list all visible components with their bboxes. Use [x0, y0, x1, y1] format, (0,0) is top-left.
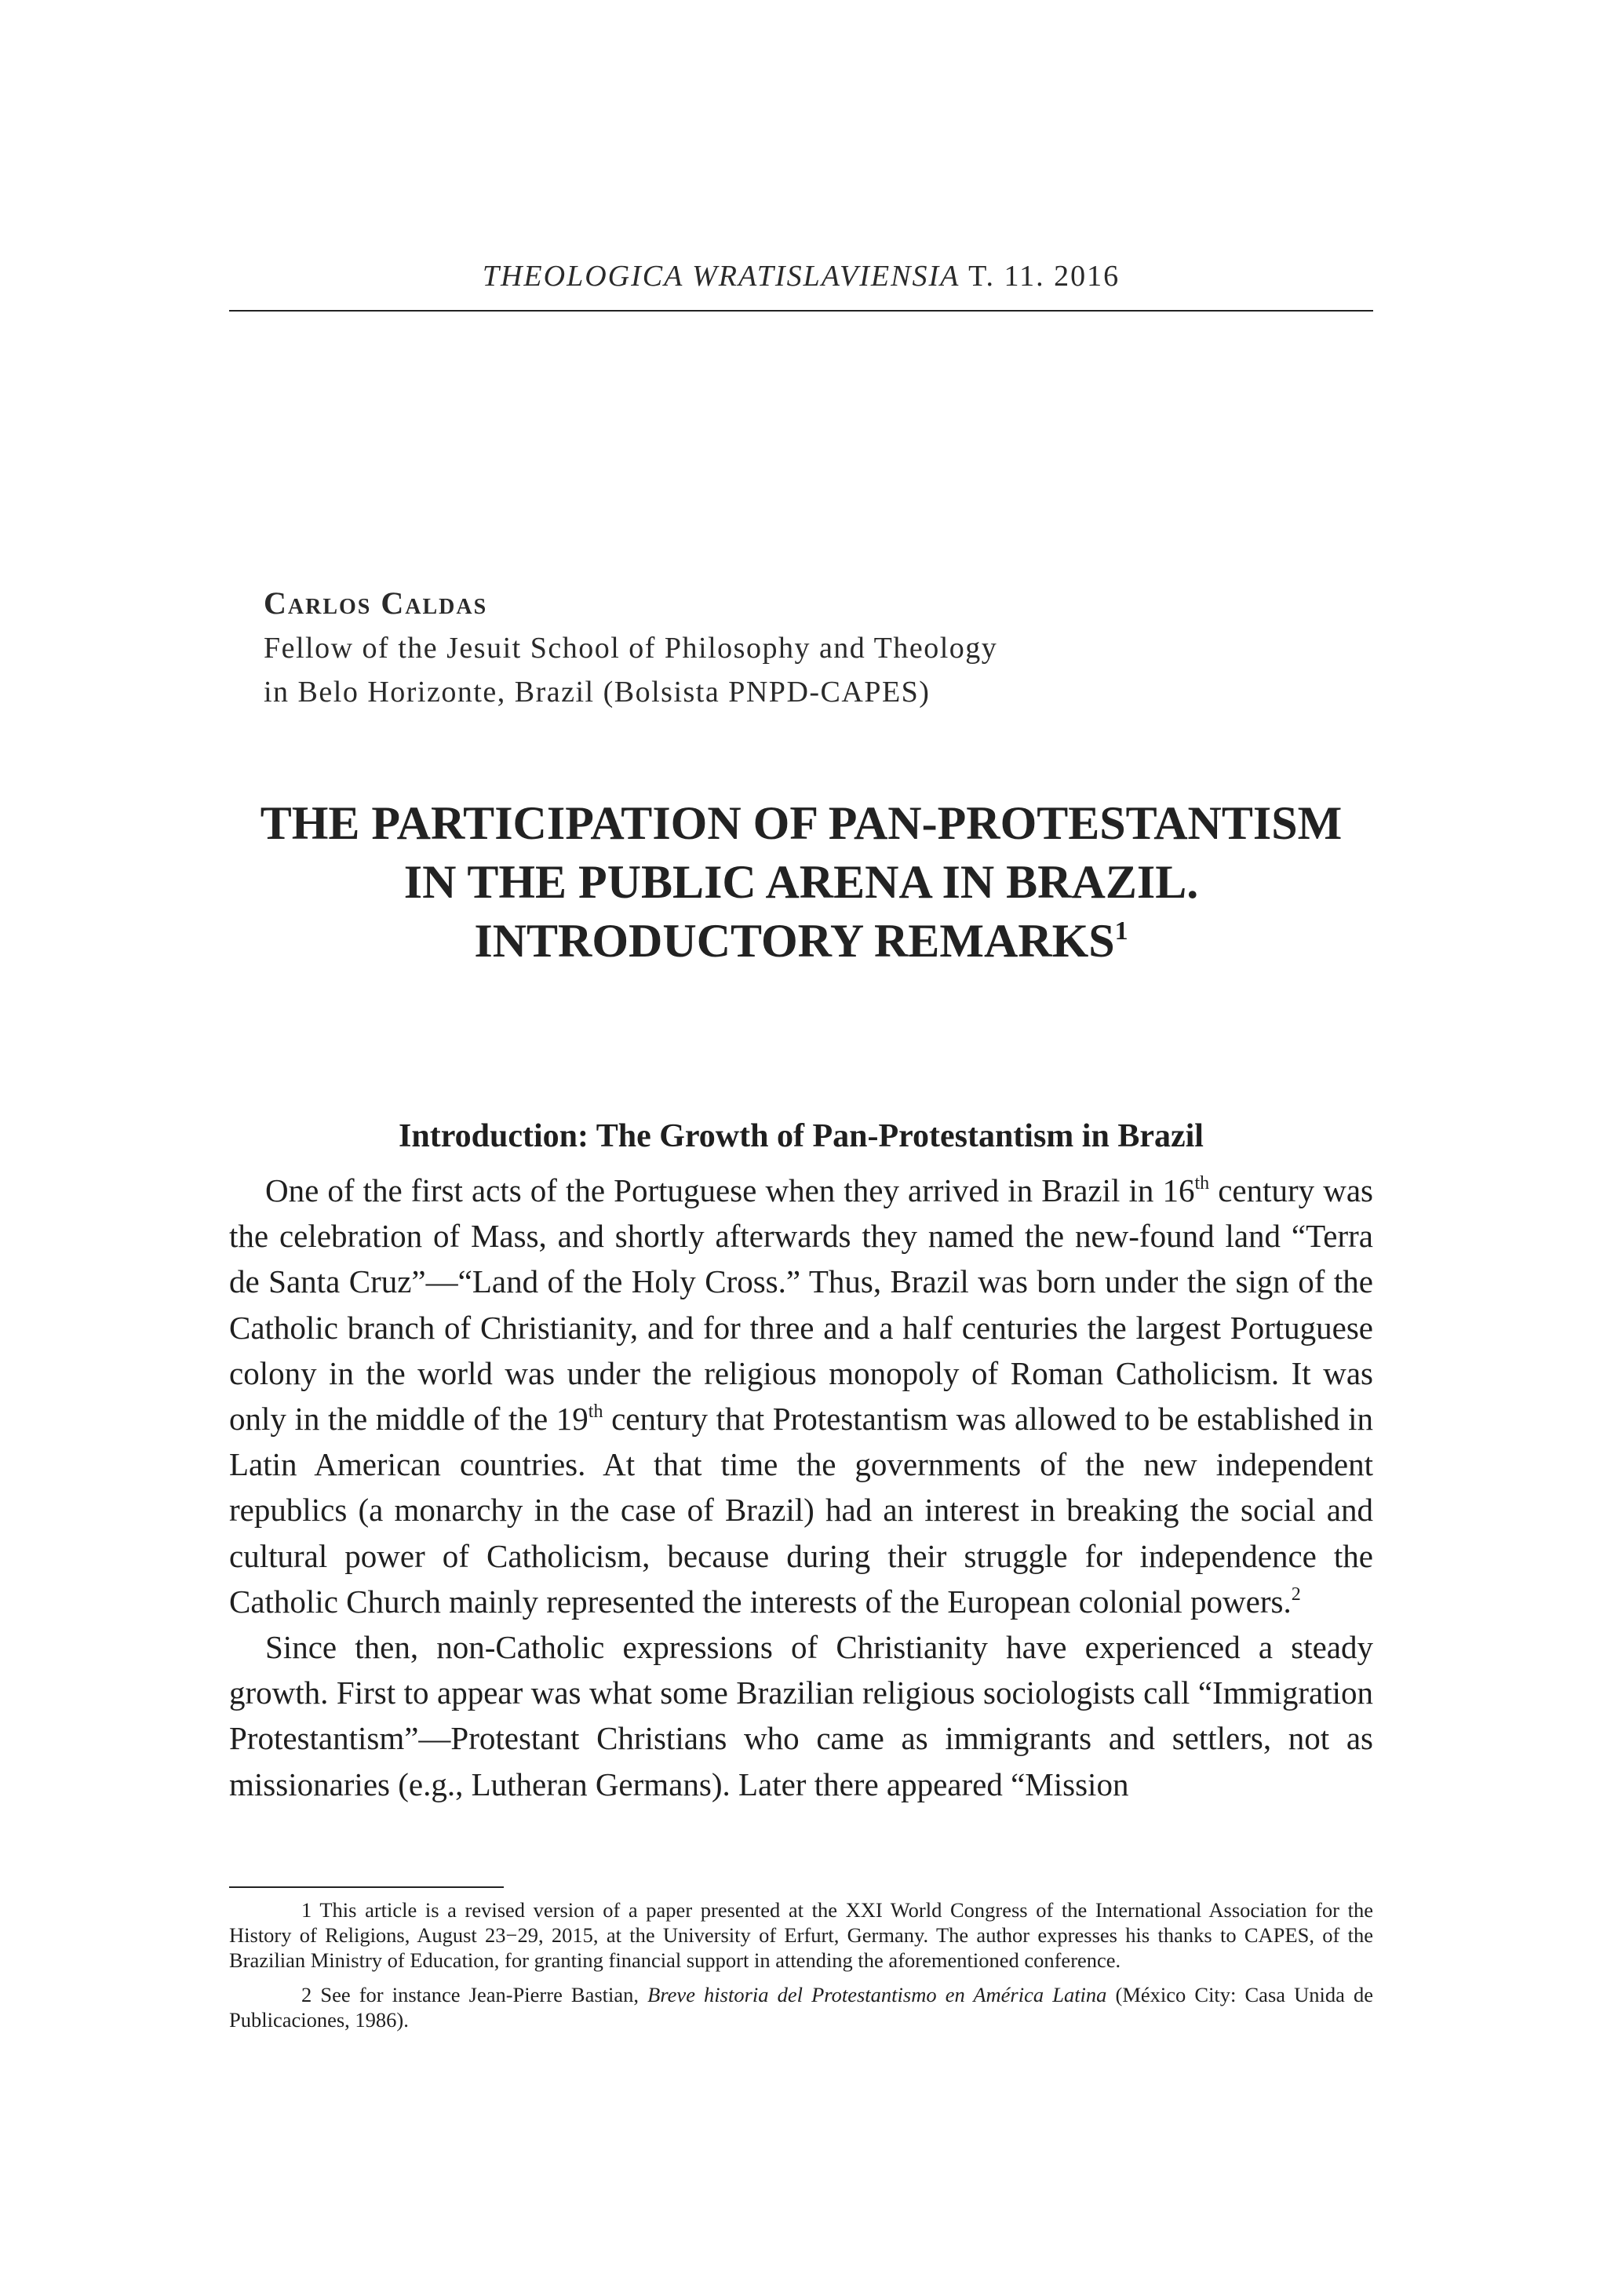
article-title: [229, 794, 1373, 971]
journal-title: THEOLOGICA WRATISLAVIENSIA: [482, 260, 960, 293]
journal-volume: T. 11. 2016: [968, 260, 1121, 293]
footnote-number: 1: [301, 1898, 312, 1922]
footnote-1: [229, 1897, 1373, 1973]
paragraph-1-part-c: century that Protestantism was allowed to be established in Latin American countries. At that time the governments of the new independent republics (a monarchy in the case of Brazil) had an interest in breaking the social and cultural power of Catholicism, because during their struggle for independence the Catholic Church mainly represented the interests of the European colonial powers.: [229, 1401, 1373, 1620]
footnote-number: 2: [301, 1983, 312, 2006]
footnote-2: [229, 1982, 1373, 2032]
title-footnote-mark[interactable]: 1: [1114, 917, 1128, 946]
title-line-2: IN THE PUBLIC ARENA IN BRAZIL.: [403, 856, 1199, 908]
affiliation-line-2: in Belo Horizonte, Brazil (Bolsista PNPD-CAPES): [264, 676, 931, 709]
author-block: [264, 581, 1362, 714]
footnote-rule: [229, 1886, 504, 1888]
ordinal-suffix: th: [1194, 1173, 1210, 1194]
footnote-ref-2[interactable]: 2: [1291, 1584, 1301, 1605]
ordinal-suffix: th: [588, 1401, 603, 1423]
author-name: Carlos Caldas: [264, 585, 488, 621]
title-line-3: [229, 912, 1373, 971]
footnote-text-pre: See for instance Jean-Pierre Bastian,: [320, 1983, 648, 2006]
title-line-1: THE PARTICIPATION OF PAN-PROTESTANTISM: [260, 797, 1343, 849]
paragraph-2: Since then, non-Catholic expressions of Christianity have experienced a steady growth. First to appear was what some Brazilian religious sociologists call “Immigration Protestantism”—Protestant Christians who came as immigrants and settlers, not as missionaries (e.g., Lutheran Germans). Later there appeared “Mission: [229, 1629, 1373, 1802]
affiliation-line-1: Fellow of the Jesuit School of Philosophy and Theology: [264, 632, 998, 665]
paragraph-1: [229, 1168, 1373, 1624]
footnote-text: This article is a revised version of a paper presented at the XXI World Congress of the International Association for the History of Religions, August 23−29, 2015, at the University of Erfurt, Germany. The author expresses his thanks to CAPES, of the Brazilian Ministry of Education, for granting financial support in attending the aforementioned conference.: [229, 1898, 1373, 1972]
header-rule: [229, 310, 1373, 312]
footnotes: [229, 1897, 1373, 2042]
footnote-text-post: (México City: Casa Unida de Publicaciones, 1986).: [229, 1983, 1374, 2032]
body-text: [229, 1168, 1373, 1807]
cited-book-title: Breve historia del Protestantismo en América Latina: [647, 1983, 1107, 2006]
paragraph-1-part-a: One of the first acts of the Portuguese when they arrived in Brazil in 16: [265, 1172, 1195, 1208]
running-head: [229, 259, 1373, 293]
title-line-3-text: INTRODUCTORY REMARKS: [474, 915, 1115, 967]
section-heading: Introduction: The Growth of Pan-Protestantism in Brazil: [399, 1118, 1204, 1154]
paragraph-1-part-b: century was the celebration of Mass, and shortly afterwards they named the new-found land “Terra de Santa Cruz”—“Land of the Holy Cross.” Thus, Brazil was born under the sign of the Catholic branch of Christianity, and for three and a half centuries the largest Portuguese colony in the world was under the religious monopoly of Roman Catholicism. It was only in the middle of the 19: [229, 1172, 1374, 1438]
